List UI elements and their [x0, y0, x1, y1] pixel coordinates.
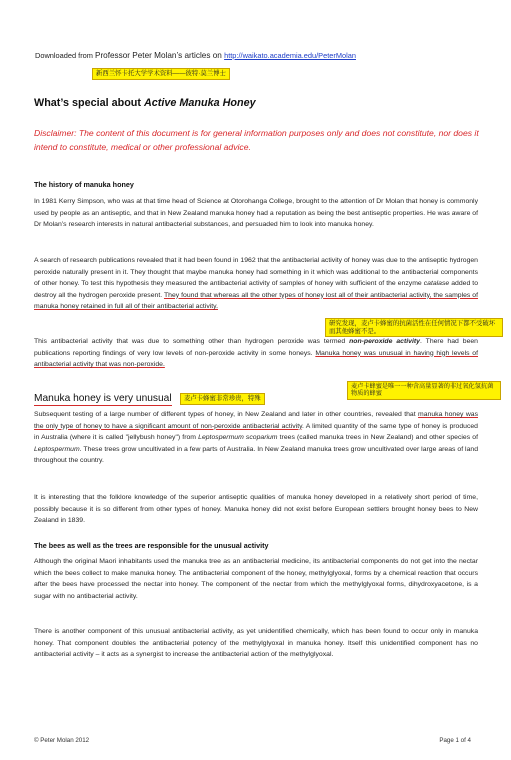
unusual-p1-underlined: manuka honey was the only type of honey to have a significant amount of non-peroxide antibacterial activity [34, 411, 478, 430]
history-p3-bold: non-peroxide activity [349, 338, 420, 345]
source-line [35, 51, 356, 60]
history-p2-enzyme: catalase [423, 280, 450, 287]
disclaimer: Disclaimer: The content of this document is for general information purposes only and does not constitute, nor does it intend to constitute, medical or other professional advice. [34, 128, 479, 152]
bees-p1-text: Although the original Maori inhabitants used the manuka tree as an antibacterial medicine, its antibacterial components do not get into the nectar which the bees collect to make manuka honey. The antibacterial component of the honey, methylglyoxal, forms by a chemical reaction that occurs after the bees have processed the nectar into honey. The component of the nectar from which the methylglyoxal forms, dihydroxyacetone, is a sugar with no antibacterial activity. [34, 558, 478, 600]
history-p3-underlined: Manuka honey was unusual in having high levels of antibacterial activity that was non-peroxide. [34, 349, 478, 368]
unusual-p1-text-b: . A limited quantity of the same type of honey is produced in Australia (where it is called "jellybush honey") from [34, 422, 478, 441]
source-author: Professor Peter Molan [94, 51, 177, 60]
unusual-paragraph-1 [34, 409, 478, 467]
chinese-note-mid: 研究发现，麦卢卡蜂蜜的抗菌活性在任何情况下都不受破坏而其他蜂蜜不是。 [325, 318, 503, 337]
bees-p2-text: There is another component of this unusual antibacterial activity, as yet unidentified chemically, which has been found to occur only in manuka honey. That component doubles the antibacterial potency of the methylglyoxal in manuka honey. Itself this unidentified component has no antibacterial activity – it acts as a synergist to increase the antibacterial action of the methylglyoxal. [34, 628, 478, 658]
unusual-p1-text-d: . These trees grow uncultivated in a few parts of Australia. In New Zealand manuka trees grow uncultivated over large areas of land throughout the country. [34, 445, 478, 464]
source-url-link[interactable]: http://waikato.academia.edu/PeterMolan [224, 51, 356, 60]
chinese-note-heading: 麦卢卡蜂蜜非常珍贵，特殊 [180, 393, 265, 405]
unusual-p1-text-c: trees (called manuka trees in New Zealand) and other species of [277, 434, 478, 441]
unusual-p1-species-1: Leptospermum scoparium [198, 434, 278, 441]
section-heading-history: The history of manuka honey [34, 180, 134, 189]
unusual-p1-text-a: Subsequent testing of a large number of different types of honey, in New Zealand and later in other countries, revealed that [34, 411, 419, 418]
history-p2-text-a: A search of research publications revealed that it had been found in 1962 that the antibacterial activity of honey was due to the antiseptic hydrogen peroxide naturally present in it. They thought that maybe manuka honey had something in it which was additional to the antibacterial components of other honey. To test this hypothesis they measured the antibacterial activity of samples of honey with sufficient of the enzyme [34, 257, 478, 287]
unusual-p2-text: It is interesting that the folklore knowledge of the superior antiseptic qualities of manuka honey developed in a relatively short period of time, possibly because it is so different from other types of honey. Manuka honey did not exist before European settlers brought honey bees to New Zealand in 1839. [34, 494, 478, 524]
chinese-note-top: 新西兰怀卡托大学学术资料——彼特·莫兰博士 [92, 68, 230, 80]
bees-paragraph-2 [34, 626, 478, 661]
source-suffix: ’s articles on [176, 51, 225, 60]
title-italic: Active Manuka Honey [144, 97, 256, 109]
history-paragraph-2 [34, 255, 478, 313]
bees-paragraph-1 [34, 556, 478, 602]
footer-copyright: © Peter Molan 2012 [34, 737, 90, 744]
history-p3-text-a: This antibacterial activity that was due to something other than hydrogen peroxide was termed [34, 338, 350, 345]
history-p1-text: In 1981 Kerry Simpson, who was at that time head of Science at Otorohanga College, brought to the attention of Dr Molan that honey is commonly used by people as an antiseptic, and that in New Zealand manuka honey had a reputation as being the best antiseptic properties. He was aware of Dr Molan’s research interests in natural antibacterial substances, and persuaded him to look into manuka honey. [34, 198, 478, 228]
unusual-paragraph-2 [34, 492, 478, 527]
title-prefix: What’s special about [34, 97, 144, 109]
document-title [34, 97, 256, 109]
chinese-note-side: 麦卢卡蜂蜜是唯一一种含高量显著的非过氧化氢抗菌物质的蜂蜜 [347, 381, 501, 400]
section-heading-bees: The bees as well as the trees are responsible for the unusual activity [34, 541, 269, 550]
source-prefix: Downloaded from [35, 51, 95, 60]
history-p3-text-b: . There had been publications reporting findings of very low levels of non-peroxide activity in some honeys. [34, 338, 478, 357]
unusual-p1-species-2: Leptospermum [34, 445, 80, 453]
history-paragraph-3 [34, 336, 478, 371]
history-p2-text-b: added to destroy all the hydrogen peroxide present. [34, 280, 478, 299]
history-paragraph-1 [34, 196, 478, 231]
footer-page-number: Page 1 of 4 [439, 737, 471, 744]
history-p2-underlined: They found that whereas all the other types of honey lost all of their antibacterial activity, the samples of manuka honey retained in full all of their antibacterial activity. [34, 291, 478, 310]
section-heading-unusual: Manuka honey is very unusual [34, 393, 172, 404]
